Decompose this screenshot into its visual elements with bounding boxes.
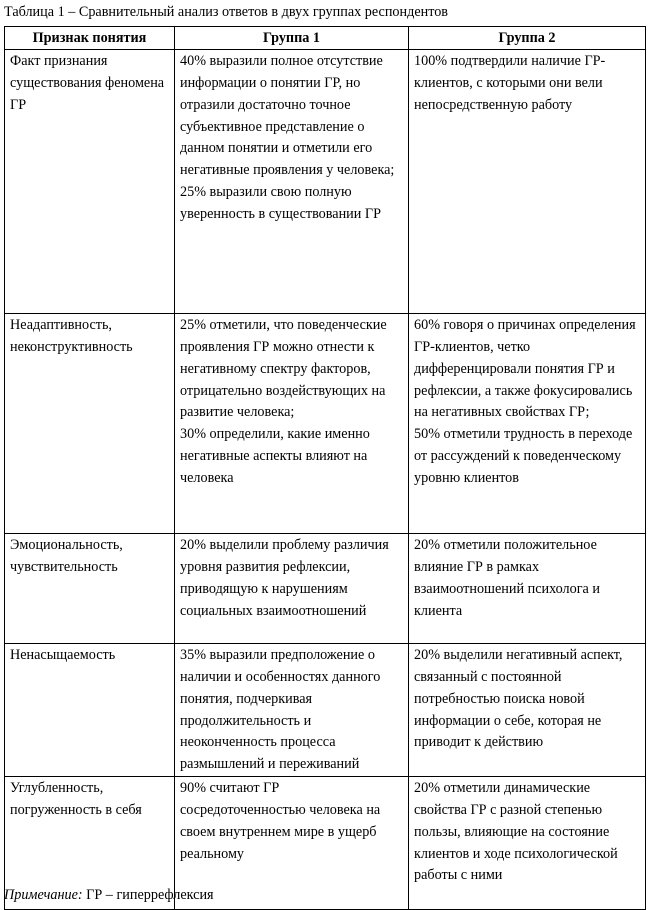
note-label: Примечание: <box>4 887 83 903</box>
table-caption: Таблица 1 – Сравнительный анализ ответов в двух группах респондентов <box>4 4 449 20</box>
table-row <box>5 50 646 314</box>
table-row <box>5 534 646 644</box>
group-1-paragraph: 30% определили, какие именно негативные аспекты влияют на человека <box>180 426 370 486</box>
table-row <box>5 314 646 534</box>
feature-text: Ненасыщаемость <box>10 647 116 663</box>
group-1-cell <box>175 314 409 534</box>
group-1-cell <box>175 534 409 644</box>
group-2-cell <box>409 50 646 314</box>
group-1-paragraph: 40% выразили полное отсутствие информации о понятии ГР, но отразили достаточно точное субъективное представление о данном понятии и отметили его негативные проявления у человека; <box>180 53 395 179</box>
group-1-cell <box>175 50 409 314</box>
feature-text: Углубленность, погруженность в себя <box>10 780 142 818</box>
feature-text: Эмоциональность, чувствительность <box>10 537 123 575</box>
header-group-2: Группа 2 <box>409 27 646 50</box>
header-group-1: Группа 1 <box>175 27 409 50</box>
comparison-table <box>4 26 646 910</box>
group-1-paragraph: 90% считают ГР сосредоточенностью человека на своем внутреннем мире в ущерб реальному <box>180 780 381 862</box>
group-2-paragraph: 50% отметили трудность в переходе от рассуждений к поведенческому уровню клиентов <box>414 426 633 486</box>
feature-cell <box>5 644 175 777</box>
group-2-paragraph: 60% говоря о причинах определения ГР-клиентов, четко дифференцировали понятия ГР и рефлексии, а также фокусировались на негативных свойствах ГР; <box>414 317 636 421</box>
table-header-row <box>5 27 646 50</box>
group-2-paragraph: 20% выделили негативный аспект, связанный с постоянной потребностью поиска новой информации о себе, которая не приводит к действию <box>414 647 623 751</box>
feature-text: Неадаптивность, неконструктивность <box>10 317 133 355</box>
table-note <box>4 886 214 904</box>
group-1-paragraph: 25% отметили, что поведенческие проявления ГР можно отнести к негативному спектру факторов, отрицательно воздействующих на развитие человека; <box>180 317 387 421</box>
table-row <box>5 644 646 777</box>
group-2-paragraph: 20% отметили положительное влияние ГР в рамках взаимоотношений психолога и клиента <box>414 537 600 619</box>
feature-cell <box>5 534 175 644</box>
header-feature: Признак понятия <box>5 27 175 50</box>
feature-text: Факт признания существования феномена ГР <box>10 53 165 113</box>
group-2-paragraph: 100% подтвердили наличие ГР-клиентов, с которыми они вели непосредственную работу <box>414 53 606 113</box>
group-2-paragraph: 20% отметили динамические свойства ГР с разной степенью пользы, влияющие на состояние клиентов и ходе психологической работы с ними <box>414 780 618 884</box>
feature-cell <box>5 314 175 534</box>
group-1-cell <box>175 644 409 777</box>
group-2-cell <box>409 314 646 534</box>
group-2-cell <box>409 777 646 910</box>
note-text: ГР – гиперрефлексия <box>82 887 214 903</box>
group-1-paragraph: 35% выразили предположение о наличии и особенностях данного понятия, подчеркивая продолжительность и неоконченность процесса размышлений и переживаний <box>180 647 381 773</box>
group-1-paragraph: 25% выразили свою полную уверенность в существовании ГР <box>180 184 381 222</box>
group-2-cell <box>409 534 646 644</box>
feature-cell <box>5 50 175 314</box>
group-2-cell <box>409 644 646 777</box>
group-1-paragraph: 20% выделили проблему различия уровня развития рефлексии, приводящую к нарушениям социальных взаимоотношений <box>180 537 389 619</box>
